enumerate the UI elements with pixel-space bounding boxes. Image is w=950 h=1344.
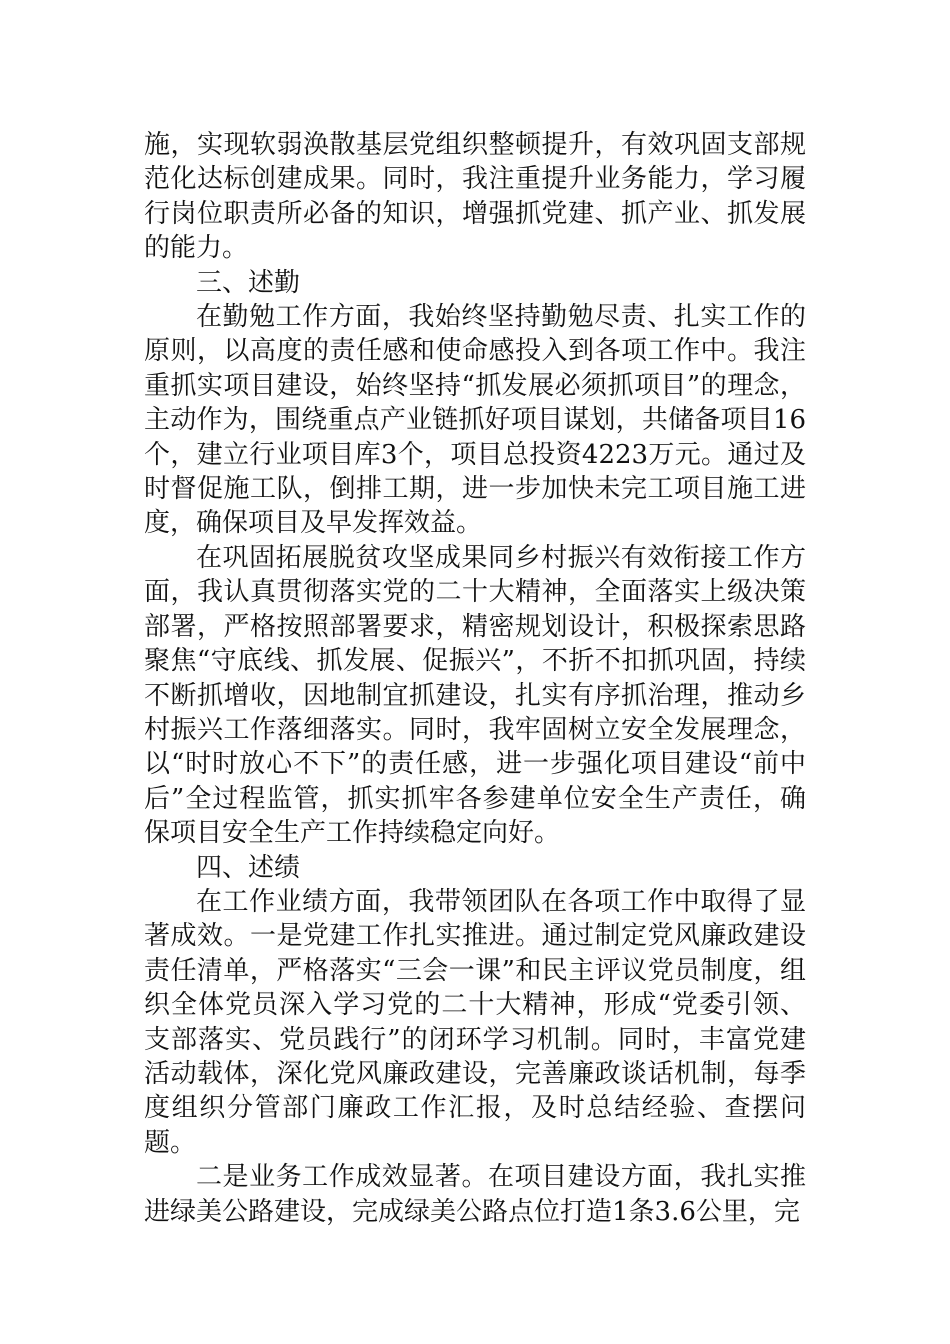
paragraph-continued: 施，实现软弱涣散基层党组织整顿提升，有效巩固支部规范化达标创建成果。同时，我注重提升业务能力，学习履行岗位职责所必备的知识，增强抓党建、抓产业、抓发展的能力。 xyxy=(144,130,806,264)
section-heading-performance: 四、述绩 xyxy=(196,852,301,883)
paragraph-rural-revitalization: 在巩固拓展脱贫攻坚成果同乡村振兴有效衔接工作方面，我认真贯彻落实党的二十大精神，全面落实上级决策部署，严格按照部署要求，精密规划设计，积极探索思路聚焦“守底线、抓发展、促振兴”，不折不扣抓巩固，持续不断抓增收，因地制宜抓建设，扎实有序抓治理，推动乡村振兴工作落细落实。同时，我牢固树立安全发展理念，以“时时放心不下”的责任感，进一步强化项目建设“前中后”全过程监管，抓实抓牢各参建单位安全生产责任，确保项目安全生产工作持续稳定向好。 xyxy=(144,542,806,849)
paragraph-party-building: 在工作业绩方面，我带领团队在各项工作中取得了显著成效。一是党建工作扎实推进。通过制定党风廉政建设责任清单，严格落实“三会一课”和民主评议党员制度，组织全体党员深入学习党的二十大精神，形成“党委引领、支部落实、党员践行”的闭环学习机制。同时，丰富党建活动载体，深化党风廉政建设，完善廉政谈话机制，每季度组织分管部门廉政工作汇报，及时总结经验、查摆问题。 xyxy=(144,886,806,1158)
section-heading-diligence: 三、述勤 xyxy=(196,267,301,298)
paragraph-business-work: 二是业务工作成效显著。在项目建设方面，我扎实推进绿美公路建设，完成绿美公路点位打造1条3.6公里，完 xyxy=(144,1162,806,1227)
paragraph-diligence-work: 在勤勉工作方面，我始终坚持勤勉尽责、扎实工作的原则，以高度的责任感和使命感投入到各项工作中。我注重抓实项目建设，始终坚持“抓发展必须抓项目”的理念，主动作为，围绕重点产业链抓好项目谋划，共储备项目16个，建立行业项目库3个，项目总投资4223万元。通过及时督促施工队，倒排工期，进一步加快未完工项目施工进度，确保项目及早发挥效益。 xyxy=(144,302,806,539)
document-page xyxy=(144,128,806,1229)
